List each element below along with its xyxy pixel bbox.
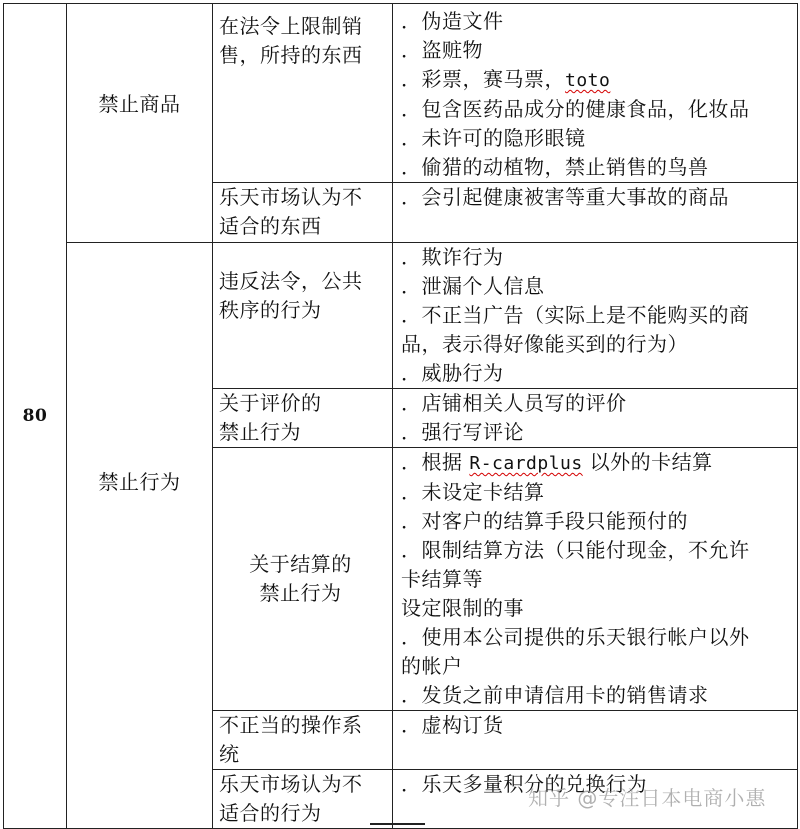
list-item: ．伪造文件 — [401, 9, 504, 33]
subcategory-cell — [213, 770, 393, 829]
category-cell-prohibited-acts — [67, 243, 213, 829]
list-item: ．不正当广告（实际上是不能购买的商 — [401, 303, 750, 327]
items-list — [401, 183, 793, 212]
list-item: 的帐户 — [401, 654, 463, 678]
list-item: ．对客户的结算手段只能预付的 — [401, 509, 688, 533]
list-item: ．未许可的隐形眼镜 — [401, 126, 586, 150]
list-item: ．会引起健康被害等重大事故的商品 — [401, 185, 729, 209]
category-label: 禁止行为 — [98, 470, 181, 494]
subcategory-line: 乐天市场认为不 — [219, 185, 363, 209]
list-item: ．店铺相关人员写的评价 — [401, 391, 627, 415]
subcategory-line: 关于评价的 — [219, 391, 322, 415]
subcategory-line: 禁止行为 — [219, 420, 301, 444]
table-row — [4, 4, 798, 183]
rule-number: 80 — [22, 405, 48, 426]
subcategory-line: 不正当的操作系 — [219, 713, 363, 737]
list-item: ．虚构订货 — [401, 713, 504, 737]
subcategory-label — [219, 711, 388, 769]
subcategory-line: 统 — [219, 742, 240, 766]
subcategory-line: 禁止行为 — [259, 581, 342, 605]
items-list — [401, 448, 793, 710]
list-item — [401, 65, 793, 95]
list-item: 卡结算等 — [401, 567, 483, 591]
spellcheck-underlined-text: toto — [565, 70, 611, 91]
items-cell — [393, 243, 798, 389]
subcategory-line: 在法令上限制销 — [219, 14, 363, 38]
items-cell — [393, 448, 798, 711]
list-item: ．威胁行为 — [401, 361, 504, 385]
category-cell-prohibited-goods — [67, 4, 213, 243]
subcategory-label — [219, 770, 388, 828]
items-list — [401, 243, 793, 388]
subcategory-cell — [213, 183, 393, 243]
items-cell — [393, 183, 798, 243]
page-edge-mark — [370, 823, 425, 825]
items-list — [401, 389, 793, 447]
list-item: ．泄漏个人信息 — [401, 274, 545, 298]
list-item — [401, 448, 793, 478]
rules-table — [3, 3, 798, 829]
rule-number-cell — [4, 4, 67, 829]
list-item: ．偷猎的动植物，禁止销售的鸟兽 — [401, 155, 709, 179]
list-item: ．使用本公司提供的乐天银行帐户以外 — [401, 625, 750, 649]
items-list — [401, 711, 793, 740]
list-item: ．强行写评论 — [401, 420, 524, 444]
list-item: ．盗赃物 — [401, 38, 483, 62]
category-label: 禁止商品 — [98, 92, 181, 116]
subcategory-cell — [213, 389, 393, 448]
subcategory-label — [219, 4, 388, 70]
list-item-text: ．根据 — [401, 450, 470, 474]
items-cell — [393, 4, 798, 183]
spellcheck-underlined-text: R-cardplus — [469, 453, 583, 474]
subcategory-line: 违反法令，公共 — [219, 269, 363, 293]
list-item: 设定限制的事 — [401, 596, 524, 620]
subcategory-cell — [213, 243, 393, 389]
list-item: ．发货之前申请信用卡的销售请求 — [401, 683, 709, 707]
subcategory-label — [213, 550, 388, 608]
list-item: ．限制结算方法（只能付现金，不允许 — [401, 538, 750, 562]
subcategory-line: 乐天市场认为不 — [219, 772, 363, 796]
watermark-text: 知乎 @专注日本电商小惠 — [528, 786, 767, 810]
list-item: ．包含医药品成分的健康食品，化妆品 — [401, 97, 750, 121]
list-item-text: 以外的卡结算 — [582, 450, 713, 474]
subcategory-cell — [213, 448, 393, 711]
table-row — [4, 243, 798, 389]
subcategory-cell — [213, 711, 393, 770]
subcategory-label — [219, 243, 388, 325]
items-cell — [393, 711, 798, 770]
list-item-text: ．彩票，赛马票， — [401, 67, 565, 91]
list-item: ．未设定卡结算 — [401, 480, 545, 504]
subcategory-cell — [213, 4, 393, 183]
items-cell — [393, 389, 798, 448]
items-list — [401, 4, 793, 182]
subcategory-label — [219, 389, 388, 447]
subcategory-line: 售，所持的东西 — [219, 43, 363, 67]
subcategory-line: 关于结算的 — [249, 552, 352, 576]
subcategory-label — [219, 183, 388, 241]
list-item: ．乐天多量积分的兑换行为 — [401, 772, 647, 796]
subcategory-line: 适合的行为 — [219, 801, 322, 825]
list-item: ．欺诈行为 — [401, 245, 504, 269]
subcategory-line: 适合的东西 — [219, 214, 322, 238]
list-item: 品，表示得好像能买到的行为） — [401, 332, 688, 356]
subcategory-line: 秩序的行为 — [219, 298, 322, 322]
